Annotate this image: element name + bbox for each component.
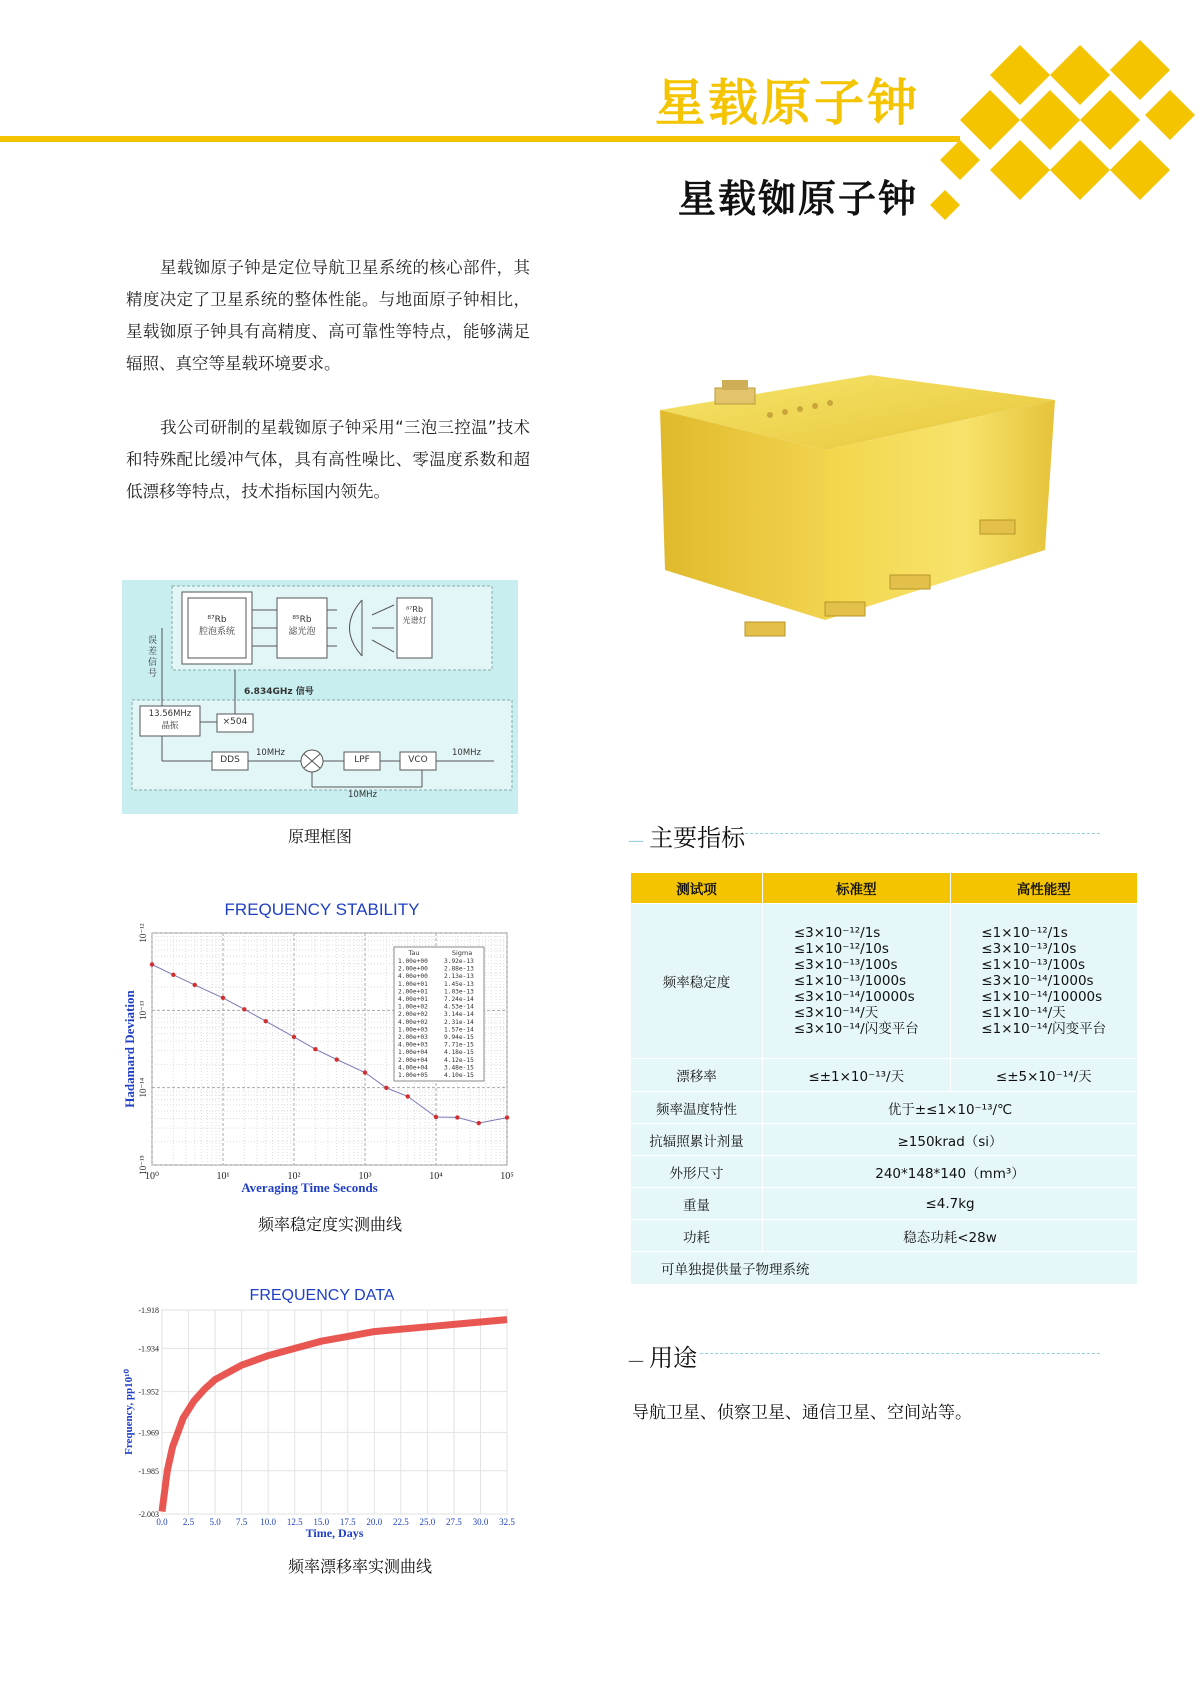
stats-table-cell: 4.12e-15	[444, 1056, 474, 1064]
x-tick-label: 20.0	[366, 1517, 383, 1527]
x-tick-label: 30.0	[472, 1517, 489, 1527]
stats-table-cell: 9.94e-15	[444, 1034, 474, 1041]
data-point	[505, 1115, 509, 1119]
stability-chart	[122, 895, 522, 1205]
specs-section-title: — 主要指标	[628, 824, 746, 852]
chart-title: FREQUENCY DATA	[249, 1287, 395, 1304]
stability-high-item: ≤1×10⁻¹³/100s	[981, 957, 1085, 973]
spec-row-value: ≤4.7kg	[763, 1188, 1138, 1220]
table-row	[631, 1124, 1138, 1156]
stats-table-cell: 4.00e+03	[398, 1041, 428, 1049]
spec-row-value: 优于±≤1×10⁻¹³/℃	[763, 1092, 1138, 1124]
stability-standard-item: ≤1×10⁻¹³/1000s	[793, 973, 907, 989]
stability-high-item: ≤1×10⁻¹⁴/10000s	[981, 989, 1103, 1005]
spec-row-label: 频率温度特性	[631, 1092, 763, 1124]
drift-chart	[122, 1282, 522, 1552]
category-title: 星载原子钟	[655, 74, 920, 132]
table-row	[631, 904, 1138, 1059]
y-tick-label: -1.969	[138, 1428, 159, 1438]
diagram-dds-label: DDS	[220, 755, 240, 765]
stability-chart-container	[122, 895, 522, 1205]
table-row	[631, 1220, 1138, 1252]
table-row	[631, 1156, 1138, 1188]
decorative-diamond-pattern	[925, 30, 1200, 220]
block-diagram	[122, 580, 518, 814]
stats-table-cell: 4.00e+04	[398, 1064, 428, 1072]
stats-table-cell: 7.71e-15	[444, 1041, 474, 1049]
x-tick-label: 12.5	[286, 1517, 303, 1527]
specs-table	[630, 872, 1138, 1285]
diagram-caption: 原理框图	[287, 827, 352, 846]
data-point	[150, 962, 154, 966]
stats-table-cell: 7.24e-14	[444, 996, 474, 1003]
diagram-10mhz-label-3: 10MHz	[348, 790, 378, 800]
spec-row-value: ≥150krad（si）	[763, 1124, 1138, 1156]
chart-title: FREQUENCY STABILITY	[224, 900, 420, 919]
stats-table-cell: 3.92e-13	[444, 958, 474, 965]
stats-table-cell: 4.18e-15	[444, 1049, 474, 1057]
drift-label: 漂移率	[631, 1059, 763, 1092]
diagram-mult-label: ×504	[222, 717, 248, 727]
product-title: 星载铷原子钟	[678, 177, 919, 221]
x-axis-label: Averaging Time Seconds	[241, 1180, 378, 1195]
specs-note: 可单独提供量子物理系统	[631, 1252, 1138, 1285]
data-point	[406, 1094, 410, 1098]
data-point	[264, 1019, 268, 1023]
stats-table-cell: 2.13e-13	[444, 973, 474, 981]
stability-standard-item: ≤1×10⁻¹²/10s	[793, 941, 889, 957]
stats-table-cell: 4.00e+02	[398, 1018, 428, 1026]
x-tick-label: 10³	[358, 1171, 372, 1182]
intro-paragraph-1: 星载铷原子钟是定位导航卫星系统的核心部件，其精度决定了卫星系统的整体性能。与地面原子钟相比，星载铷原子钟具有高精度、高可靠性等特点，能够满足辐照、真空等星载环境要求。	[126, 258, 530, 373]
diagram-10mhz-label-2: 10MHz	[452, 748, 482, 758]
diagram-lamp-label: ⁸⁷Rb 光谱灯	[402, 605, 427, 625]
x-tick-label: 15.0	[313, 1517, 330, 1527]
stability-high-item: ≤1×10⁻¹⁴/闪变平台	[981, 1021, 1107, 1037]
diagram-lpf-label: LPF	[354, 755, 370, 765]
stats-table-cell: 4.00e+01	[398, 996, 428, 1003]
stats-table-cell: 4.00e+00	[398, 973, 428, 981]
diagram-cavity-label: ⁸⁷Rb 腔泡系统	[198, 615, 235, 637]
usage-section-title: — 用途	[628, 1344, 698, 1372]
stats-table-cell: 1.00e+03	[398, 1026, 428, 1034]
x-tick-label: 22.5	[392, 1517, 409, 1527]
usage-text: 导航卫星、侦察卫星、通信卫星、空间站等。	[632, 1403, 972, 1423]
intro-paragraph-2: 我公司研制的星载铷原子钟采用“三泡三控温”技术和特殊配比缓冲气体，具有高性噪比、零温度系数和超低漂移等特点，技术指标国内领先。	[126, 418, 530, 501]
stats-table-cell: 4.10e-15	[444, 1072, 474, 1079]
stats-table-cell: 1.57e-14	[444, 1026, 474, 1034]
y-tick-label: -1.952	[138, 1387, 159, 1397]
drift-chart-caption: 频率漂移率实测曲线	[287, 1557, 432, 1576]
x-tick-label: 25.0	[419, 1517, 436, 1527]
x-tick-label: 17.5	[339, 1517, 356, 1527]
stats-table-cell: 1.00e+00	[398, 958, 428, 965]
data-point	[242, 1007, 246, 1011]
spec-row-label: 外形尺寸	[631, 1156, 763, 1188]
data-point	[221, 996, 225, 1000]
table-row	[631, 1188, 1138, 1220]
intro-text	[126, 252, 530, 508]
diagram-freq-signal-label: 6.834GHz 信号	[244, 687, 314, 697]
header-high-performance: 高性能型	[950, 873, 1138, 904]
stability-standard-item: ≤3×10⁻¹³/100s	[793, 957, 898, 973]
data-point	[477, 1121, 481, 1125]
data-point	[455, 1115, 459, 1119]
stats-table-cell: 2.31e-14	[444, 1018, 474, 1026]
data-point	[193, 983, 197, 987]
data-point	[171, 973, 175, 977]
y-tick-label: 10⁻¹³	[138, 1000, 148, 1020]
x-tick-label: 32.5	[499, 1517, 515, 1527]
stability-standard-item: ≤3×10⁻¹⁴/天	[793, 1005, 879, 1021]
stats-table-header: Tau	[408, 949, 420, 957]
stability-high-item: ≤3×10⁻¹⁴/1000s	[981, 973, 1094, 989]
table-row	[631, 1059, 1138, 1092]
stats-table-header: Sigma	[451, 949, 473, 957]
y-tick-label: -1.985	[138, 1466, 159, 1476]
stats-table-cell: 2.00e+00	[398, 965, 428, 973]
specs-table-header	[631, 873, 1138, 904]
stability-standard-item: ≤3×10⁻¹⁴/10000s	[793, 989, 915, 1005]
stats-table-cell: 3.48e-15	[444, 1064, 474, 1072]
data-point	[292, 1035, 296, 1039]
stats-table-cell: 2.00e+04	[398, 1056, 428, 1064]
header-test-item: 测试项	[631, 873, 763, 904]
data-point	[363, 1070, 367, 1074]
y-tick-label: 10⁻¹⁴	[138, 1077, 148, 1098]
stability-standard-cell	[763, 904, 950, 1059]
stats-table-cell: 1.00e+05	[398, 1072, 428, 1079]
x-tick-label: 2.5	[182, 1517, 195, 1527]
drift-chart-container	[122, 1282, 522, 1552]
data-point	[434, 1115, 438, 1119]
x-tick-label: 10⁴	[429, 1171, 443, 1182]
spec-row-value: 240*148*140（mm³）	[763, 1156, 1138, 1188]
x-tick-label: 10²	[287, 1171, 301, 1182]
spec-row-label: 功耗	[631, 1220, 763, 1252]
stats-table-cell: 3.14e-14	[444, 1011, 474, 1019]
y-tick-label: -1.934	[138, 1344, 159, 1354]
data-point	[384, 1086, 388, 1090]
x-tick-label: 7.5	[235, 1517, 248, 1527]
spec-row-value: 稳态功耗<28w	[763, 1220, 1138, 1252]
stats-table-cell: 2.00e+03	[398, 1034, 428, 1041]
x-tick-label: 5.0	[209, 1517, 221, 1527]
header-rule	[0, 136, 960, 142]
drift-high-cell: ≤±5×10⁻¹⁴/天	[950, 1059, 1138, 1092]
x-tick-label: 0.0	[156, 1517, 168, 1527]
y-tick-label: 10⁻¹²	[138, 923, 148, 943]
table-row	[631, 1092, 1138, 1124]
stats-table-cell: 2.88e-13	[444, 965, 474, 973]
x-tick-label: 10⁰	[144, 1171, 160, 1182]
diagram-error-signal-label: 误差信号	[148, 636, 158, 679]
stats-table-cell: 1.45e-13	[444, 980, 474, 988]
stats-table-cell: 1.00e+01	[398, 980, 428, 988]
x-tick-label: 10¹	[216, 1171, 230, 1182]
spec-row-label: 重量	[631, 1188, 763, 1220]
stats-table-cell: 2.00e+02	[398, 1011, 428, 1019]
stats-table-cell: 4.53e-14	[444, 1003, 474, 1011]
diagram-vco-label: VCO	[408, 755, 428, 765]
y-tick-label: -2.003	[138, 1510, 159, 1519]
data-point	[335, 1057, 339, 1061]
diagram-filter-label: ⁸⁵Rb 滤光泡	[288, 615, 316, 637]
diagram-crystal-label: 13.56MHz 晶振	[148, 709, 192, 731]
x-tick-label: 27.5	[446, 1517, 462, 1527]
diagram-10mhz-label-1: 10MHz	[256, 748, 286, 758]
x-tick-label: 10⁵	[500, 1171, 514, 1182]
stability-high-cell	[950, 904, 1138, 1059]
table-row	[631, 1252, 1138, 1285]
stats-table-cell: 1.00e+04	[398, 1049, 428, 1057]
stability-label: 频率稳定度	[631, 904, 763, 1059]
y-axis-label: Hadamard Deviation	[122, 990, 137, 1108]
stats-table-cell: 1.00e+02	[398, 1003, 428, 1011]
specs-title-rule	[745, 833, 1100, 834]
stats-table-cell: 1.03e-13	[444, 988, 474, 996]
x-axis-label: Time, Days	[305, 1526, 364, 1540]
stability-high-item: ≤1×10⁻¹²/1s	[981, 925, 1068, 941]
y-axis-label: Frequency, pp10¹⁰	[123, 1369, 135, 1455]
x-tick-label: 10.0	[260, 1517, 277, 1527]
stability-high-item: ≤1×10⁻¹⁴/天	[981, 1005, 1066, 1021]
data-point	[313, 1047, 317, 1051]
stats-table-cell: 2.00e+01	[398, 988, 428, 996]
y-tick-label: 10⁻¹⁵	[138, 1155, 148, 1175]
specs-table-container	[630, 872, 1138, 1285]
spec-row-label: 抗辐照累计剂量	[631, 1124, 763, 1156]
stability-chart-caption: 频率稳定度实测曲线	[257, 1215, 402, 1234]
stability-standard-item: ≤3×10⁻¹²/1s	[793, 925, 881, 941]
header-standard: 标准型	[763, 873, 950, 904]
stability-standard-item: ≤3×10⁻¹⁴/闪变平台	[793, 1021, 919, 1037]
usage-title-rule	[700, 1353, 1100, 1354]
stability-high-item: ≤3×10⁻¹³/10s	[981, 941, 1077, 957]
y-tick-label: -1.918	[138, 1306, 159, 1315]
rubidium-clock-photo	[650, 370, 1070, 660]
drift-standard-cell: ≤±1×10⁻¹³/天	[763, 1059, 950, 1092]
